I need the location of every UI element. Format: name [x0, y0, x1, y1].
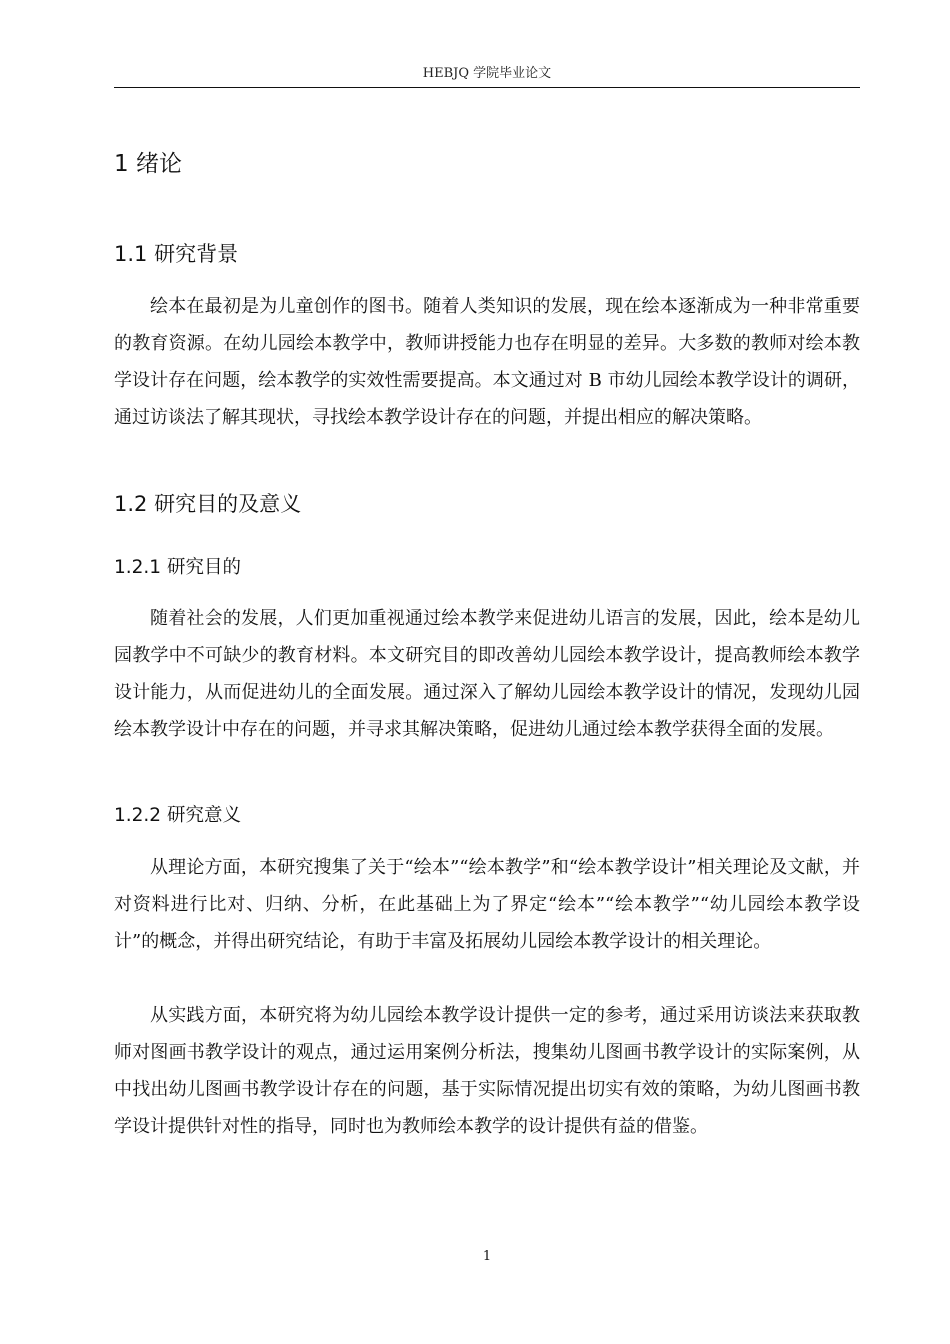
header-divider — [114, 87, 860, 88]
section-heading-background: 1.1 研究背景 — [114, 242, 239, 266]
paragraph-significance-practice: 从实践方面，本研究将为幼儿园绘本教学设计提供一定的参考，通过采用访谈法来获取教师对图画书教学设计的观点，通过运用案例分析法，搜集幼儿图画书教学设计的实际案例，从中找出幼儿图画书教学设计存在的问题，基于实际情况提出切实有效的策略，为幼儿图画书教学设计提供针对性的指导，同时也为教师绘本教学的设计提供有益的借鉴。 — [114, 1005, 860, 1137]
paragraph-background: 绘本在最初是为儿童创作的图书。随着人类知识的发展，现在绘本逐渐成为一种非常重要的教育资源。在幼儿园绘本教学中，教师讲授能力也存在明显的差异。大多数的教师对绘本教学设计存在问题，绘本教学的实效性需要提高。本文通过对 B 市幼儿园绘本教学设计的调研，通过访谈法了解其现状，寻找绘本教学设计存在的问题，并提出相应的解决策略。 — [114, 296, 860, 428]
section-heading-purpose-significance: 1.2 研究目的及意义 — [114, 492, 302, 516]
paragraph-significance-theory: 从理论方面，本研究搜集了关于“绘本”“绘本教学”和“绘本教学设计”相关理论及文献，并对资料进行比对、归纳、分析，在此基础上为了界定“绘本”“绘本教学”“幼儿园绘本教学设计”的概念，并得出研究结论，有助于丰富及拓展幼儿园绘本教学设计的相关理论。 — [114, 857, 860, 952]
subsection-heading-significance: 1.2.2 研究意义 — [114, 805, 241, 826]
page-header: HEBJQ 学院毕业论文 — [422, 66, 552, 81]
paragraph-purpose: 随着社会的发展，人们更加重视通过绘本教学来促进幼儿语言的发展，因此，绘本是幼儿园教学中不可缺少的教育材料。本文研究目的即改善幼儿园绘本教学设计，提高教师绘本教学设计能力，从而促进幼儿的全面发展。通过深入了解幼儿园绘本教学设计的情况，发现幼儿园绘本教学设计中存在的问题，并寻求其解决策略，促进幼儿通过绘本教学获得全面的发展。 — [114, 608, 860, 740]
subsection-heading-purpose: 1.2.1 研究目的 — [114, 557, 241, 578]
page-number: 1 — [482, 1249, 492, 1264]
chapter-heading: 1 绪论 — [114, 151, 182, 177]
